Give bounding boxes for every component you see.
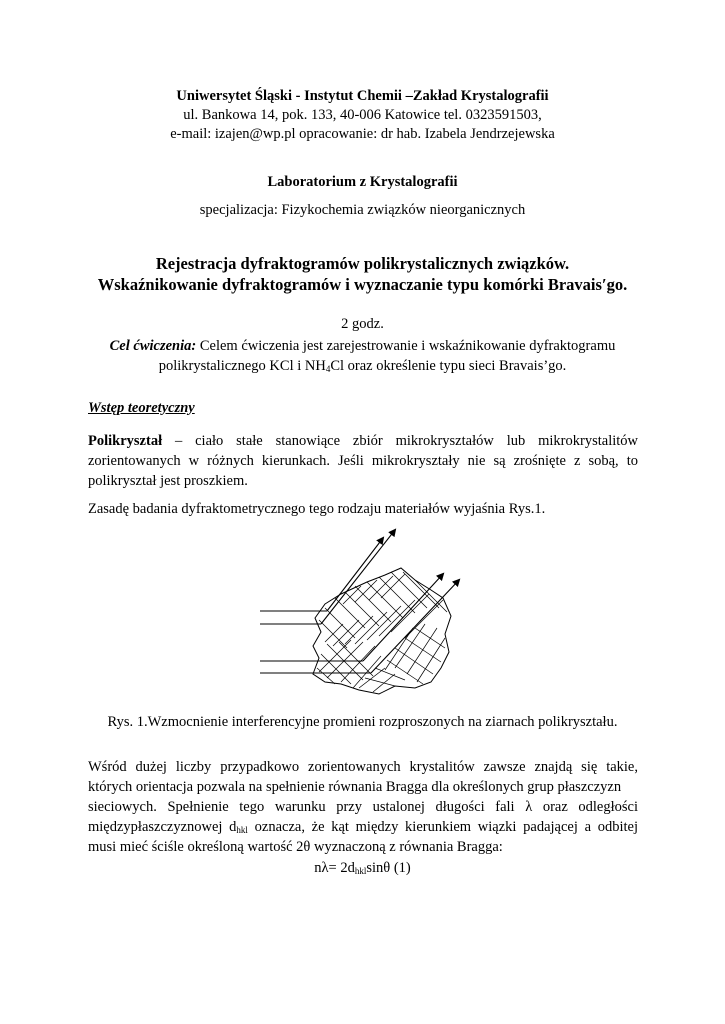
diffraction-figure xyxy=(255,528,470,700)
section-heading: Wstęp teoretyczny xyxy=(88,400,195,416)
polikrysztal-term: Polikryształ xyxy=(88,433,163,449)
polikrysztal-line1-text: – ciało stałe stanowiące zbiór mikrokryształów lub mikrokrystalitów xyxy=(162,433,638,449)
bragg-line4-sub: hkl xyxy=(236,825,248,835)
goal-line1 xyxy=(0,336,725,356)
bragg-line5: musi mieć ściśle określoną wartość 2θ wyznaczoną z równania Bragga: xyxy=(88,839,503,855)
reflected-beam-1b xyxy=(321,530,395,624)
goal-text2b: Cl oraz określenie typu sieci Bravais’go. xyxy=(330,358,567,374)
bragg-line3: sieciowych. Spełnienie tego warunku przy ustalonej długości fali λ oraz odległości xyxy=(88,799,638,815)
figure-caption: Rys. 1.Wzmocnienie interferencyjne promieni rozproszonych na ziarnach polikryształu. xyxy=(107,714,618,730)
goal-sub: 4 xyxy=(325,364,331,374)
goal-label: Cel ćwiczenia: xyxy=(109,338,197,354)
header-contact: e-mail: izajen@wp.pl opracowanie: dr hab. Izabela Jendrzejewska xyxy=(170,126,555,142)
reflected-beam-2a xyxy=(363,574,443,661)
goal-line2 xyxy=(0,356,725,376)
polikrysztal-line1 xyxy=(88,431,638,451)
polikrysztal-line3: polikryształ jest proszkiem. xyxy=(88,473,248,489)
bragg-line2: których orientacja pozwala na spełnienie równania Bragga dla określonych grup płaszczyzn xyxy=(88,779,622,795)
bragg-line1: Wśród dużej liczby przypadkowo zorientowanych krystalitów zawsze znajdą się takie, xyxy=(88,759,638,775)
lab-specialization: specjalizacja: Fizykochemia związków nieorganicznych xyxy=(199,202,526,218)
bragg-equation xyxy=(0,858,725,878)
doc-title-line2: Wskaźnikowanie dyfraktogramów i wyznaczanie typu komórki Bravais′go. xyxy=(97,275,628,294)
header-address: ul. Bankowa 14, pok. 133, 40-006 Katowice tel. 0323591503, xyxy=(183,107,542,123)
lattice-grid xyxy=(317,572,447,692)
bragg-line4a: międzypłaszczyznowej d xyxy=(88,819,237,835)
duration: 2 godz. xyxy=(341,316,384,332)
bragg-line4 xyxy=(88,817,638,837)
polikrysztal-paragraph xyxy=(88,431,638,491)
goal-text1: Celem ćwiczenia jest zarejestrowanie i wskaźnikowanie dyfraktogramu xyxy=(196,338,616,354)
lab-title: Laboratorium z Krystalografii xyxy=(267,174,458,190)
intro-sentence: Zasadę badania dyfraktometrycznego tego rodzaju materiałów wyjaśnia Rys.1. xyxy=(88,501,546,517)
bragg-paragraph xyxy=(88,757,638,857)
bragg-line4b: oznacza, że kąt między kierunkiem wiązki padającej a odbitej xyxy=(247,819,638,835)
reflected-beam-1a xyxy=(327,538,383,611)
goal-text2a: polikrystalicznego KCl i NH xyxy=(158,358,326,374)
equation-sub: hkl xyxy=(354,866,367,876)
header-institution: Uniwersytet Śląski - Instytut Chemii –Zakład Krystalografii xyxy=(176,88,549,104)
equation-right: sinθ (1) xyxy=(366,860,411,876)
equation-left: nλ= 2d xyxy=(314,860,355,876)
doc-title-line1: Rejestracja dyfraktogramów polikrystalicznych związków. xyxy=(155,254,570,273)
polikrysztal-line2: zorientowanych w różnych kierunkach. Jeśli mikrokryształy nie są zrośnięte z sobą, to xyxy=(88,453,638,469)
